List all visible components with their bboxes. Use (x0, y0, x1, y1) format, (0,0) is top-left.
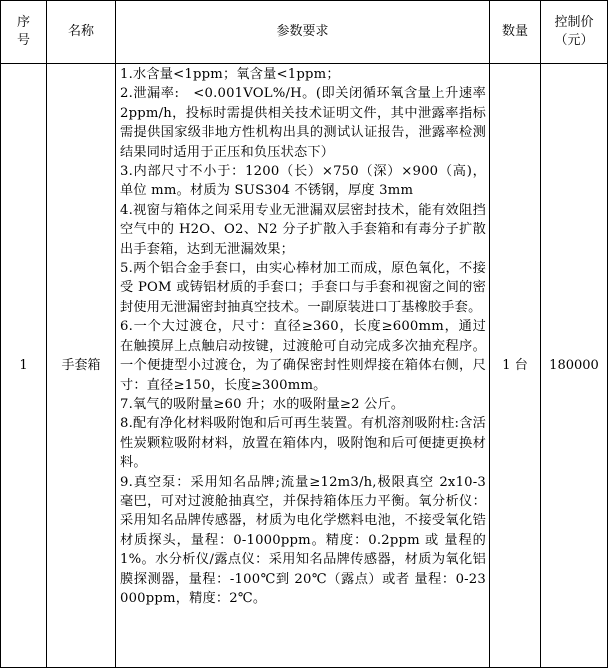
row-spec (116, 64, 490, 668)
header-no (1, 1, 47, 64)
row-price: 180000 (541, 64, 608, 668)
row-qty: 1 台 (490, 64, 541, 668)
table-row (1, 64, 608, 668)
spec-item-1: 1.水含量<1ppm；氧含量<1ppm； (120, 67, 340, 82)
header-price (541, 1, 608, 64)
header-qty: 数量 (490, 1, 541, 64)
header-no-line2: 号 (16, 33, 30, 48)
header-name: 名称 (47, 1, 116, 64)
spec-item-4: 4.视窗与箱体之间采用专业无泄漏双层密封技术，能有效阻挡空气中的 H2O、O2、N2 分子扩散入手套箱和有毒分子扩散出手套箱，达到无泄漏效果； (120, 202, 486, 257)
spec-item-3: 3.内部尺寸不小于：1200（长）×750（深）×900（高)，单位 mm。材质为 SUS304 不锈钢，厚度 3mm (120, 164, 486, 199)
spec-item-8: 8.配有净化材料吸附饱和后可再生装置。有机溶剂吸附柱:含活性炭颗粒吸附材料，放置在箱体内，吸附饱和后可便捷更换材料。 (120, 416, 486, 471)
spec-item-5: 5.两个铝合金手套口，由实心棒材加工而成，原色氧化，不接受 POM 或铸铝材质的手套口；手套口与手套和视窗之间的密封使用无泄漏密封抽真空技术。一副原装进口丁基橡胶手套。 (120, 261, 486, 315)
header-price-line2: （元） (554, 33, 594, 48)
header-price-line1: 控制价 (554, 15, 594, 30)
header-no-line1: 序 (16, 15, 30, 30)
spec-item-2: 2.泄漏率: <0.001VOL%/H。(即关闭循环氧含量上升速率 2ppm/h，投标时需提供相关技术证明文件，其中泄露率指标需提供国家级非地方性机构出具的测试认证报告，泄露率检测结果同时适用于正压和负压状态下） (120, 86, 486, 160)
spec-item-9: 9.真空泵：采用知名品牌;流量≥12m3/h,极限真空 2x10-3 毫巴，可对过渡舱抽真空，并保持箱体压力平衡。氧分析仪：采用知名品牌传感器，材质为电化学燃料电池，不接受氧化锆材质探头，量程：0-1000ppm。精度：0.2ppm 或 量程的 1%。水分析仪/露点仪：采用知名品牌传感器，材质为氧化铝膜探测器，量程：-100℃到 20℃（露点）或者 量程：0-23000ppm，精度：2℃。 (120, 474, 486, 606)
spec-item-6: 6.一个大过渡仓，尺寸：直径≥360，长度≥600mm，通过在触摸屏上点触启动按键，过渡舱可自动完成多次抽充程序。一个便捷型小过渡仓，为了确保密封性则焊接在箱体右侧，尺寸：直径≥150，长度≥300mm。 (120, 319, 486, 393)
spec-item-7: 7.氧气的吸附量≥60 升；水的吸附量≥2 公斤。 (120, 396, 405, 412)
header-row (1, 1, 608, 64)
row-name: 手套箱 (47, 64, 116, 668)
header-spec: 参数要求 (116, 1, 490, 64)
row-no: 1 (1, 64, 47, 668)
